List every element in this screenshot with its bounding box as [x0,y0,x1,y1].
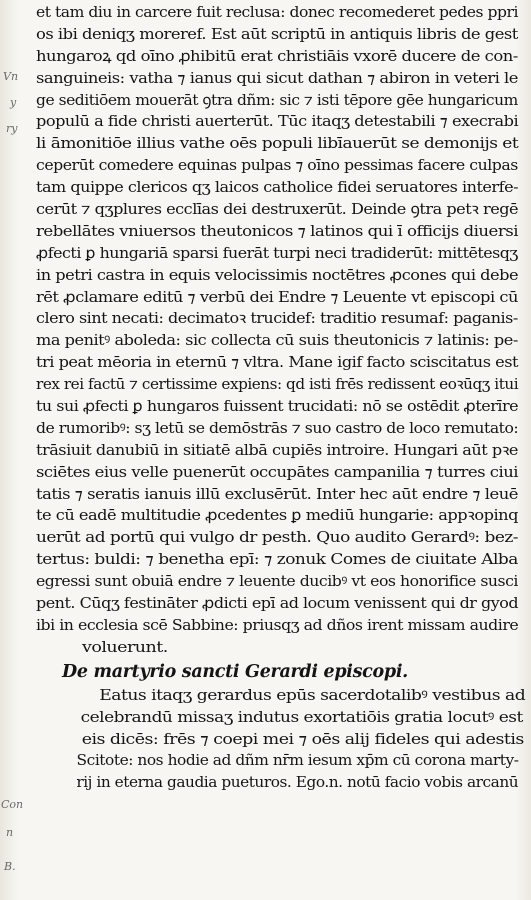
text-line: li āmonitiōe illius vathe oēs populi libīauerūt se demonijs et [36,134,519,153]
text-line: eis dicēs: frēs ⁊ coepi mei ⁊ oēs alij fideles qui adestis [81,729,524,748]
text-line: uerūt ad portū qui vulgo dr pesth. Quo audito Gerardꝰ: bez- [36,528,519,547]
text-line: Eatus itaqʒ gerardus epūs sacerdotalibꝰ vestibus ad [99,685,526,704]
text-line: in petri castra in equis velocissimis noctētres ꝓcones qui debe [36,265,519,284]
text-line: hungaroꝝ qd oīno ꝓhibitū erat christiāis vxorē ducere de con- [36,46,518,65]
text-line: tu sui ꝓfecti ꝑ hungaros fuissent trucidati: nō se ostēdit ꝓterīre [36,397,519,416]
text-line: sciētes eius velle puenerūt occupātes campanilia ⁊ turres ciui [36,462,519,481]
text-line: voluerunt. [82,637,168,656]
text-line: cerūt ⁊ qʒplures ecclīas dei destruxerūt. Deinde ꝯtra petꝛ regē [36,200,519,219]
margin-annotations [0,0,34,900]
margin-note: B. [4,860,16,873]
text-line: ibi in ecclesia scē Sabbine: priusqʒ ad dños irent missam audire [36,615,519,634]
text-line: rij in eterna gaudia pueturos. Ego.n. notū facio vobis arcanū [76,773,519,792]
margin-note: y [10,96,17,109]
text-line: trāsiuit danubiū in sitiatē albā cupiēs introire. Hungari aūt pꝛe [36,440,518,459]
text-line: egressi sunt obuiā endre ⁊ leuente ducibꝰ vt eos honorifice susci [36,572,518,591]
text-line: Scitote: nos hodie ad dñm nr̄m iesum xp̄m cū corona marty- [76,751,519,770]
text-line: ceperūt comedere equinas pulpas ⁊ oīno pessimas facere culpas [36,156,518,175]
margin-note: ry [6,122,18,135]
text-line: te cū eadē multitudie ꝓcedentes ꝑ mediū hungarie: appꝛopinq [36,506,518,525]
text-line: os ibi deniqʒ moreref. Est aūt scriptū in antiquis libris de gest [36,24,518,43]
text-line: celebrandū missaʒ indutus exortatiōis gratia locutꝰ est [80,707,523,726]
text-line: tri peat mēoria in eternū ⁊ vltra. Mane igif facto sciscitatus est [36,353,519,372]
text-line: ma penitꝰ aboleda: sic collecta cū suis theutonicis ⁊ latinis: pe- [36,331,518,350]
text-line: tertus: buldi: ⁊ benetha epī: ⁊ zonuk Comes de ciuitate Alba [36,550,518,569]
text-line: rex rei factū ⁊ certissime expiens: qd isti frēs redissent eoꝛūqʒ itui [36,375,519,394]
text-line: rēt ꝓclamare editū ⁊ verbū dei Endre ⁊ Leuente vt episcopi cū [36,287,518,306]
text-line: clero sint necati: decimatoꝛ trucidef: traditio resumaf: paganis- [36,309,518,328]
text-line: tam quippe clericos qʒ laicos catholice fidei seruatores interfe- [36,178,519,197]
text-line: tatis ⁊ seratis ianuis illū exclusērūt. Inter hec aūt endre ⁊ leuē [36,484,518,503]
text-line: de rumoribꝰ: sʒ letū se demōstrās ⁊ suo castro de loco remutato: [36,418,519,437]
margin-note: Vn [3,70,19,83]
text-column [36,2,526,794]
text-line: pent. Cūqʒ festināter ꝓdicti epī ad locum venissent qui dr gyod [36,594,519,613]
text-line: sanguineis: vatha ⁊ ianus qui sicut dathan ⁊ abiron in veteri le [36,68,518,87]
margin-note: Con [1,798,24,811]
text-line: ge seditiōem mouerāt ꝯtra dñm: sic ⁊ isti tēpore gēe hungaricum [36,90,518,109]
text-line: et tam diu in carcere fuit reclusa: donec recomederet pedes ppri [36,3,518,21]
margin-note: n [6,826,14,839]
text-line: populū a fide christi auerterūt. Tūc itaqʒ detestabili ⁊ execrabi [36,112,519,131]
section-heading: De martyrio sancti Gerardi episcopi. [62,661,408,682]
text-line: rebellātes vniuersos theutonicos ⁊ latinos qui ī officijs diuersi [36,221,519,240]
text-line: ꝓfecti ꝑ hungariā sparsi fuerāt turpi neci tradiderūt: mittētesqʒ [36,243,518,262]
